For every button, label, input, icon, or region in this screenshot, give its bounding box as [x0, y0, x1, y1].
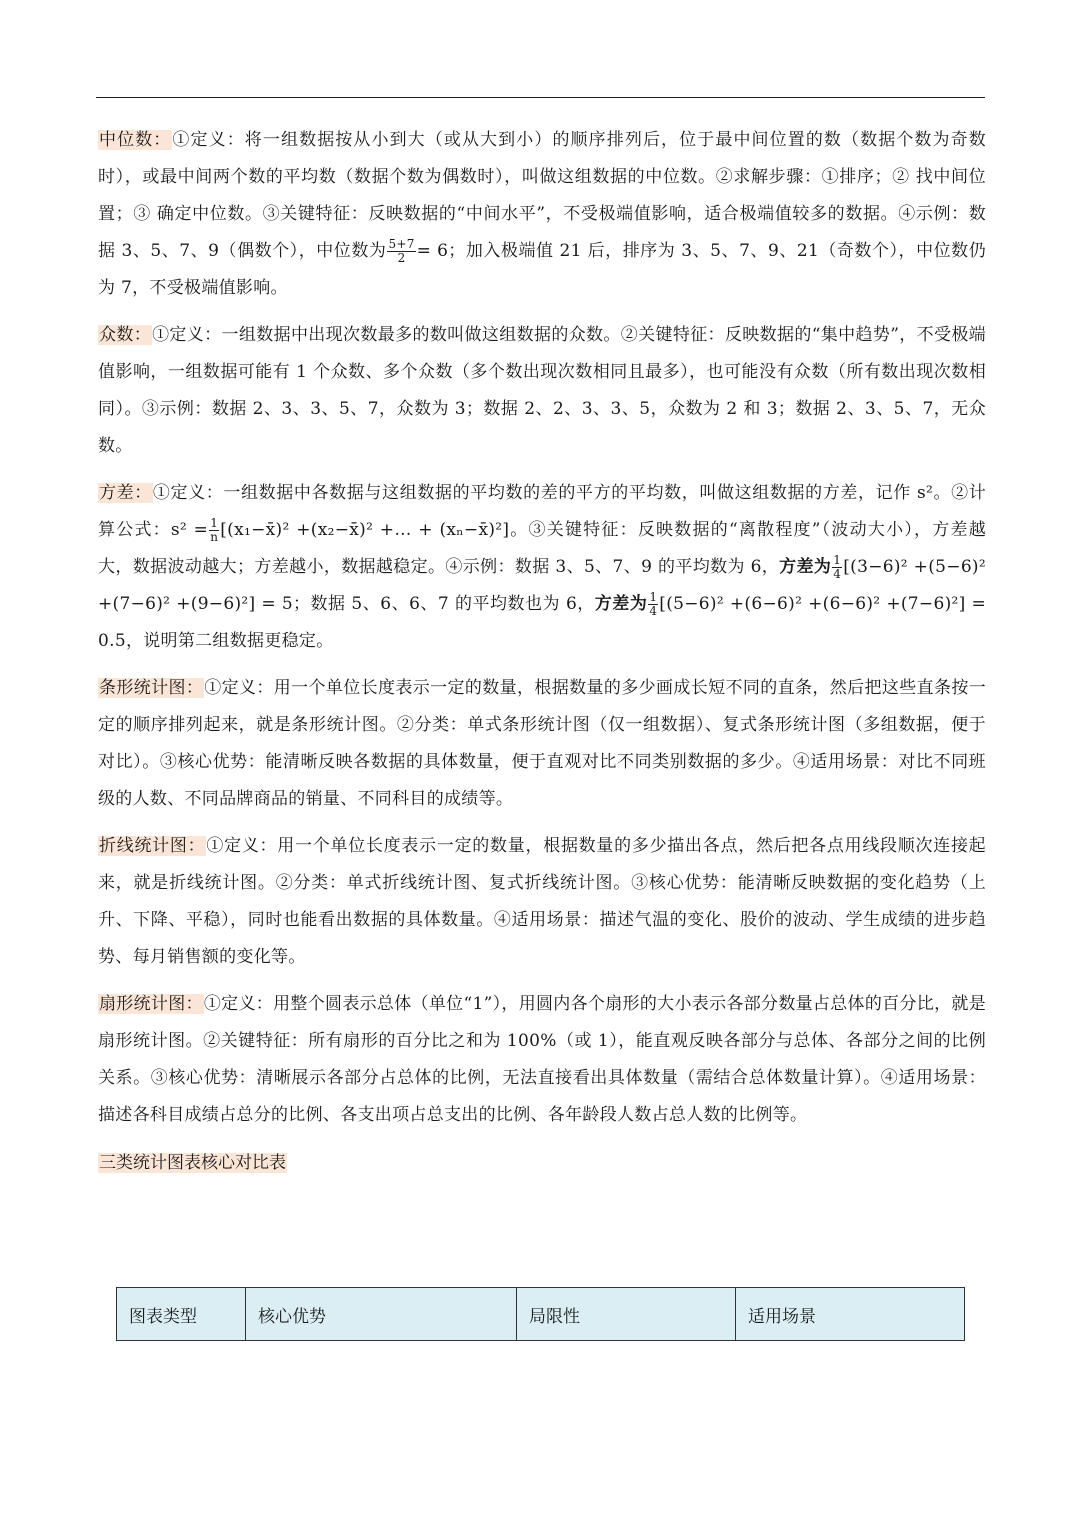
bar-chart-paragraph — [98, 670, 986, 818]
variance-ex1-num: 1 — [833, 553, 842, 567]
median-frac-num: 5+7 — [388, 237, 415, 251]
pie-chart-text: ①定义：用整个圆表示总体（单位“1”），用圆内各个扇形的大小表示各部分数量占总体的百分比，就是扇形统计图。②关键特征：所有扇形的百分比之和为 100%（或 1），能直观反映各部分与总体、各部分之间的比例关系。③核心优势：清晰展示各部分占总体的比例，无法直接看出具体数量（需结合总体数量计算）。④适用场景：描述各科目成绩占总分的比例、各支出项占总支出的比例、各年龄段人数占总人数的比例等。 — [98, 994, 986, 1125]
variance-example-2: [(5−6)² +(6−6)² +(6−6)² +(7−6)²] = 0.5 — [98, 594, 987, 651]
median-label: 中位数： — [99, 130, 172, 150]
mode-paragraph — [98, 317, 986, 465]
variance-paragraph — [98, 475, 986, 660]
pie-chart-paragraph — [98, 986, 986, 1134]
table-title — [98, 1148, 986, 1173]
variance-ex1-fraction — [832, 554, 842, 581]
variance-bold-1: 方差为 — [779, 557, 832, 577]
table-title-text: 三类统计图表核心对比表 — [99, 1153, 286, 1173]
line-chart-paragraph — [98, 828, 986, 976]
variance-text-5: ，说明第二组数据更稳定。 — [125, 631, 334, 651]
variance-formula-rhs: [(x₁−x̄)² +(x₂−x̄)² +… + (xₙ−x̄)²] — [220, 520, 510, 540]
document-body — [98, 122, 986, 1173]
median-text-2: ；加入极端值 21 后，排序为 3、5、7、9、21（奇数个），中位数仍为 7，不受极端值影响。 — [98, 241, 986, 298]
mode-text: ①定义：一组数据中出现次数最多的数叫做这组数据的众数。②关键特征：反映数据的“集中趋势”，不受极端值影响，一组数据可能有 1 个众数、多个众数（多个数出现次数相同且最多），也可能没有众数（所有数出现次数相同）。③示例：数据 2、3、3、5、7，众数为 3；数据 2、2、3、3、5，众数为 2 和 3；数据 2、3、5、7，无众数。 — [98, 325, 986, 456]
variance-text-4: ；数据 5、6、6、7 的平均数也为 6， — [292, 594, 595, 614]
header-rule — [96, 97, 985, 98]
variance-text-1: ①定义：一组数据中各数据与这组数据的平均数的差的平方的平均数，叫做这组数据的方差，记作 — [152, 483, 911, 503]
variance-example-1: [(3−6)² +(5−6)² +(7−6)² +(9−6)²] = 5 — [98, 557, 986, 614]
table-header-row — [117, 1288, 965, 1341]
median-paragraph — [98, 122, 986, 307]
variance-ex2-den: 4 — [649, 604, 658, 618]
line-chart-text: ①定义：用一个单位长度表示一定的数量，根据数量的多少描出各点，然后把各点用线段顺次连接起来，就是折线统计图。②分类：单式折线统计图、复式折线统计图。③核心优势：能清晰反映数据的变化趋势（上升、下降、平稳），同时也能看出数据的具体数量。④适用场景：描述气温的变化、股价的波动、学生成绩的进步趋势、每月销售额的变化等。 — [98, 836, 986, 967]
variance-symbol: s² — [916, 483, 934, 503]
variance-ex1-den: 4 — [833, 567, 842, 581]
variance-formula-den: n — [210, 530, 219, 544]
median-fraction — [387, 238, 415, 265]
variance-ex2-fraction — [648, 591, 658, 618]
pie-chart-label: 扇形统计图： — [99, 994, 203, 1014]
variance-text-2: 。②计算公式： — [98, 483, 986, 540]
bar-chart-text: ①定义：用一个单位长度表示一定的数量，根据数量的多少画成长短不同的直条，然后把这些直条按一定的顺序排列起来，就是条形统计图。②分类：单式条形统计图（仅一组数据）、复式条形统计图（多组数据，便于对比）。③核心优势：能清晰反映各数据的具体数量，便于直观对比不同类别数据的多少。④适用场景：对比不同班级的人数、不同品牌商品的销量、不同科目的成绩等。 — [98, 678, 986, 809]
median-text: ①定义：将一组数据按从小到大（或从大到小）的顺序排列后，位于最中间位置的数（数据个数为奇数时），或最中间两个数的平均数（数据个数为偶数时），叫做这组数据的中位数。②求解步骤：①排序；② 找中间位置；③ 确定中位数。③关键特征：反映数据的“中间水平”，不受极端值影响，适合极端值较多的数据。④示例：数据 3、5、7、9（偶数个），中位数为 — [98, 130, 987, 261]
table-header-cell: 局限性 — [517, 1288, 736, 1341]
variance-formula-lhs: s² = — [170, 520, 209, 540]
median-frac-den: 2 — [397, 251, 406, 265]
bar-chart-label: 条形统计图： — [99, 678, 204, 698]
line-chart-label: 折线统计图： — [99, 836, 206, 856]
table-header-cell: 核心优势 — [246, 1288, 517, 1341]
variance-label: 方差： — [99, 483, 152, 503]
variance-formula-fraction — [209, 517, 219, 544]
variance-bold-2: 方差为 — [594, 594, 648, 614]
mode-label: 众数： — [99, 325, 152, 345]
comparison-table — [116, 1287, 965, 1341]
variance-text-3: 。③关键特征：反映数据的“离散程度”（波动大小），方差越大，数据波动越大；方差越小，数据越稳定。④示例：数据 3、5、7、9 的平均数为 6， — [98, 520, 986, 577]
variance-ex2-num: 1 — [649, 590, 658, 604]
variance-formula-num: 1 — [210, 516, 219, 530]
table-header-cell: 适用场景 — [736, 1288, 965, 1341]
table-header-cell: 图表类型 — [117, 1288, 246, 1341]
median-eq: = 6 — [416, 241, 449, 261]
